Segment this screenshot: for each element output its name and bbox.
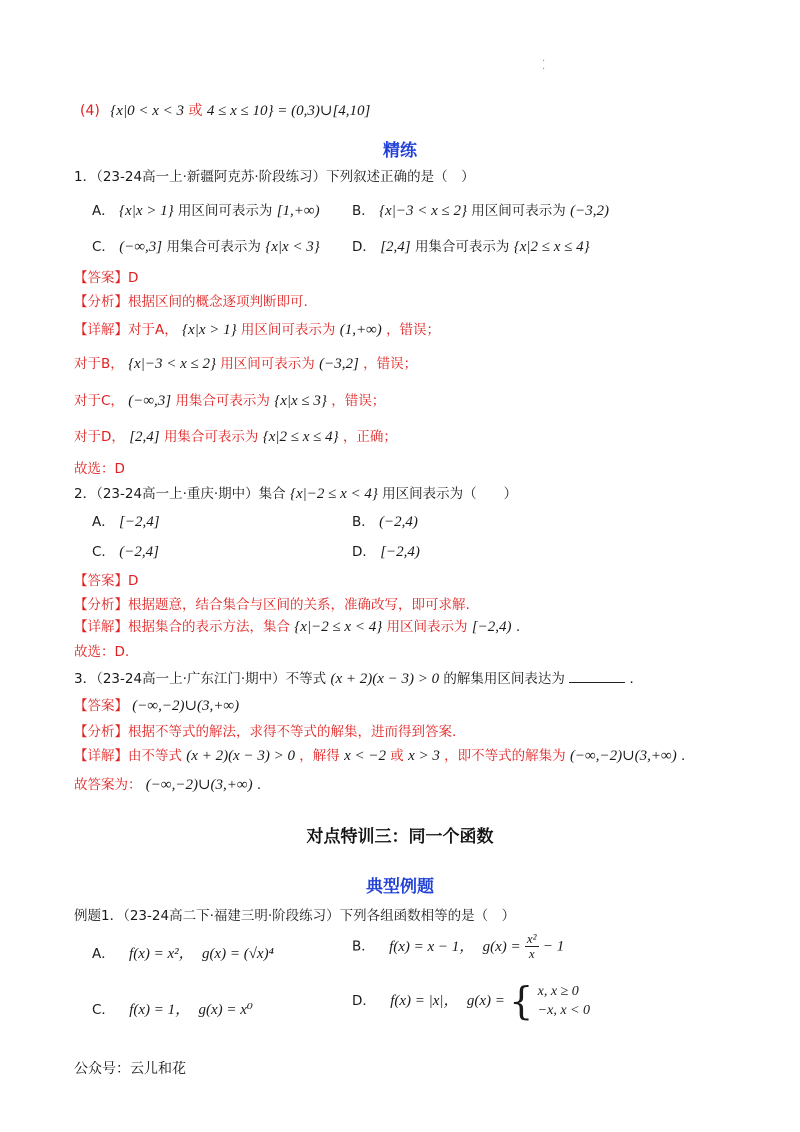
q3-analysis: 【分析】根据不等式的解法，求得不等式的解集，进而得到答案. — [74, 724, 457, 740]
detail-text: 或 — [390, 748, 404, 764]
q3-answer — [74, 694, 239, 715]
stem-text: 2．（23-24高一上·重庆·期中）集合 — [74, 486, 286, 502]
detail-text: . — [681, 748, 686, 764]
stem-text: 用区间表示为（ ） — [382, 486, 518, 502]
option-label: A． — [92, 946, 115, 962]
q1-option-d — [352, 235, 590, 256]
option-math: {x|x < 3} — [265, 239, 320, 255]
detail-text: 用区间可表示为 — [220, 356, 315, 372]
option-math: [2,4] — [380, 239, 411, 255]
fraction — [525, 932, 539, 961]
piecewise-row: x, x ≥ 0 — [537, 984, 579, 999]
ex1-option-b — [352, 932, 564, 961]
q1-option-a — [92, 199, 320, 220]
item-4 — [80, 100, 370, 120]
stem-math: {x|−2 ≤ x < 4} — [289, 486, 378, 502]
item-4-number: (4) — [80, 103, 100, 119]
detail-math: [2,4] — [129, 429, 160, 445]
option-label: D． — [352, 544, 376, 560]
option-text: 用集合可表示为 — [166, 239, 261, 255]
detail-text: 对于B， — [74, 356, 124, 372]
q2-analysis: 【分析】根据题意，结合集合与区间的关系，准确改写，即可求解. — [74, 597, 470, 613]
option-math: {x|−3 < x ≤ 2} — [379, 203, 467, 219]
option-math: (−3,2) — [570, 203, 609, 219]
q2-option-d — [352, 540, 420, 561]
option-math: g(x) = (√x)⁴ — [201, 946, 274, 962]
detail-math: (−∞,3] — [128, 393, 172, 409]
option-math: g(x) = — [482, 938, 521, 955]
q1-detail-d — [74, 425, 397, 446]
item-4-left-math: {x|0 < x < 3 — [110, 103, 184, 119]
piecewise-rows — [538, 982, 590, 1020]
detail-text: 对于C， — [74, 393, 124, 409]
ex1-option-c — [92, 998, 253, 1019]
final-text: . — [256, 777, 262, 793]
q1-option-c — [92, 235, 320, 256]
option-label: C． — [92, 544, 115, 560]
option-text: 用集合可表示为 — [414, 239, 510, 255]
q1-detail-b — [74, 352, 417, 373]
stem-math: (x + 2)(x − 3) > 0 — [330, 671, 440, 687]
option-label: B． — [352, 203, 375, 219]
q2-option-a — [92, 510, 160, 531]
detail-text: ，错误； — [331, 393, 386, 409]
ex1-option-a — [92, 942, 274, 963]
q3-detail — [74, 744, 685, 765]
q1-answer: 【答案】D — [74, 270, 139, 286]
section-heading-three: 对点特训三：同一个函数 — [306, 827, 494, 847]
q2-option-b — [352, 510, 418, 531]
item-4-right-math: 4 ≤ x ≤ 10} = (0,3)∪[4,10] — [206, 103, 371, 119]
option-label: B． — [352, 514, 375, 530]
option-math: f(x) = x − 1， — [389, 938, 475, 955]
detail-math: [−2,4) — [471, 619, 512, 635]
option-text: 用区间可表示为 — [471, 203, 566, 219]
ex1-stem: 例题1．（23-24高二下·福建三明·阶段练习）下列各组函数相等的是（ ） — [74, 908, 516, 924]
detail-math: {x|x ≤ 3} — [274, 393, 327, 409]
piecewise — [509, 979, 590, 1023]
q2-choose: 故选：D. — [74, 644, 130, 660]
detail-math: (−∞,−2)∪(3,+∞) — [569, 748, 677, 764]
detail-text: 【详解】对于A， — [74, 322, 178, 338]
detail-text: . — [515, 619, 521, 635]
q1-choose: 故选：D — [74, 461, 125, 477]
detail-text: ，错误； — [363, 356, 418, 372]
option-math: [1,+∞) — [276, 203, 320, 219]
option-math: [−2,4) — [380, 544, 420, 560]
detail-math: (1,+∞) — [339, 322, 382, 338]
q1-detail-a — [74, 318, 440, 339]
section-heading-jinglian: 精练 — [383, 141, 417, 161]
q1-option-b — [352, 199, 609, 220]
answer-blank[interactable] — [569, 670, 625, 683]
stem-text: 3．（23-24高一上·广东江门·期中）不等式 — [74, 671, 327, 687]
option-label: A． — [92, 514, 115, 530]
detail-math: {x|−2 ≤ x < 4} — [294, 619, 383, 635]
option-label: C． — [92, 1002, 115, 1018]
q2-answer: 【答案】D — [74, 573, 139, 589]
q1-detail-c — [74, 389, 385, 410]
option-label: C． — [92, 239, 115, 255]
option-label: D． — [352, 993, 376, 1009]
answer-math: (−∞,−2)∪(3,+∞) — [132, 698, 240, 714]
option-math: (−∞,3] — [119, 239, 163, 255]
detail-math: {x|−3 < x ≤ 2} — [128, 356, 216, 372]
option-math: g(x) = — [466, 993, 505, 1009]
detail-text: ，正确； — [342, 429, 397, 445]
fraction-numerator: x² — [526, 931, 537, 946]
detail-text: 【详解】由不等式 — [74, 748, 182, 764]
option-label: A． — [92, 203, 115, 219]
item-4-or: 或 — [188, 103, 203, 119]
answer-label: 【答案】 — [74, 698, 128, 714]
final-text: 故答案为： — [74, 777, 142, 793]
detail-text: ，错误； — [386, 322, 441, 338]
detail-text: ，解得 — [299, 748, 340, 764]
option-math: g(x) = x⁰ — [198, 1002, 253, 1018]
q1-analysis: 【分析】根据区间的概念逐项判断即可. — [74, 294, 308, 310]
left-brace-icon: { — [509, 979, 534, 1023]
stem-text: 的解集用区间表达为 — [443, 671, 565, 687]
detail-math: (x + 2)(x − 3) > 0 — [186, 748, 295, 764]
q3-final — [74, 773, 261, 794]
option-math: f(x) = x²， — [129, 946, 194, 962]
detail-math: {x|2 ≤ x ≤ 4} — [262, 429, 339, 445]
detail-math: {x|x > 1} — [182, 322, 237, 338]
piecewise-row: −x, x < 0 — [537, 1003, 590, 1018]
fraction-denominator: x — [528, 946, 535, 961]
option-math: f(x) = |x|， — [390, 993, 459, 1009]
corner-dots: · · — [542, 56, 546, 75]
footer-wechat: 公众号：云儿和花 — [74, 1061, 186, 1077]
section-heading-dianxing: 典型例题 — [366, 877, 434, 897]
detail-math: (−3,2] — [319, 356, 359, 372]
option-label: B． — [352, 938, 375, 955]
stem-text: ． — [629, 671, 644, 687]
option-text: 用区间可表示为 — [177, 203, 273, 219]
detail-math: x < −2 — [344, 748, 386, 764]
q2-stem — [74, 482, 517, 503]
detail-text: 用区间可表示为 — [240, 322, 336, 338]
q1-stem: 1．（23-24高一上·新疆阿克苏·阶段练习）下列叙述正确的是（ ） — [74, 169, 475, 185]
detail-text: 对于D， — [74, 429, 125, 445]
detail-text: 用集合可表示为 — [175, 393, 270, 409]
final-math: (−∞,−2)∪(3,+∞) — [145, 777, 253, 793]
option-math: {x|2 ≤ x ≤ 4} — [513, 239, 590, 255]
detail-text: ，即不等式的解集为 — [444, 748, 566, 764]
detail-text: 用集合可表示为 — [163, 429, 259, 445]
option-math: (−2,4) — [379, 514, 418, 530]
q2-option-c — [92, 540, 159, 561]
option-math: [−2,4] — [119, 514, 160, 530]
detail-text: 【详解】根据集合的表示方法，集合 — [74, 619, 290, 635]
ex1-option-d — [352, 979, 590, 1023]
q3-stem — [74, 667, 643, 688]
option-math: − 1 — [542, 938, 565, 955]
option-math: (−2,4] — [119, 544, 159, 560]
detail-text: 用区间表示为 — [386, 619, 468, 635]
option-label: D． — [352, 239, 376, 255]
detail-math: x > 3 — [408, 748, 440, 764]
q2-detail — [74, 615, 520, 636]
option-math: f(x) = 1， — [129, 1002, 191, 1018]
option-math: {x|x > 1} — [119, 203, 174, 219]
